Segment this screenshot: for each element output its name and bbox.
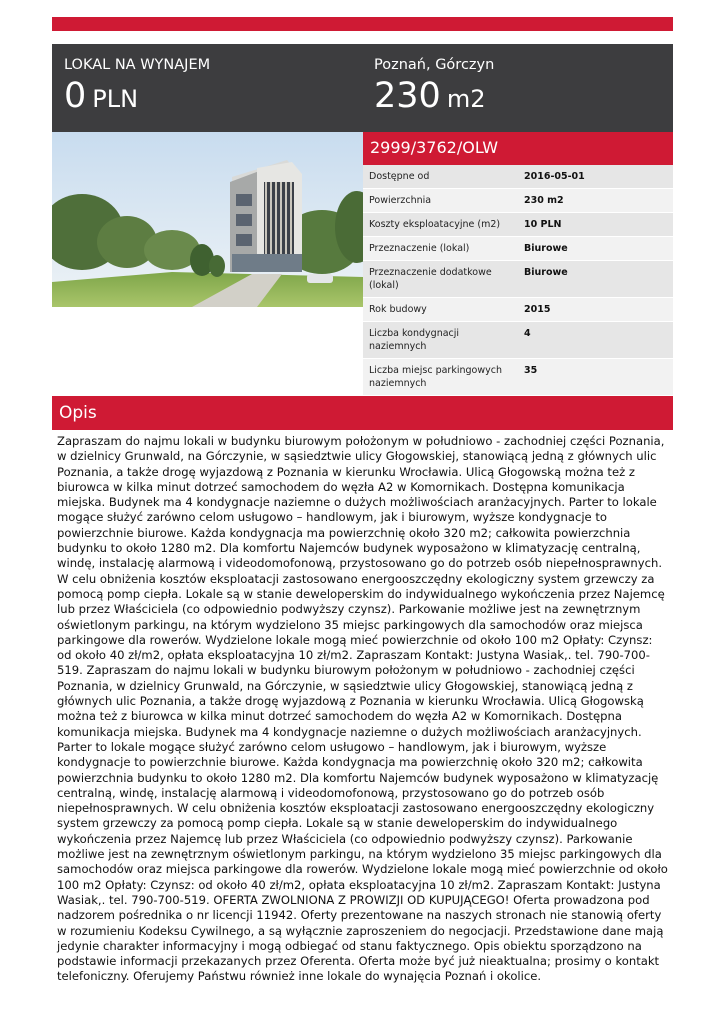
detail-value: 10 PLN (524, 219, 562, 230)
detail-value: 2015 (524, 304, 551, 315)
detail-row (363, 189, 673, 213)
top-accent-stripe (52, 17, 673, 31)
price (64, 76, 210, 119)
detail-row (363, 261, 673, 298)
description-heading: Opis (59, 403, 97, 423)
detail-row (363, 359, 673, 396)
detail-label: Przeznaczenie dodatkowe (lokal) (369, 267, 492, 291)
detail-label: Dostępne od (369, 171, 430, 182)
detail-row (363, 213, 673, 237)
listing-type-label: LOKAL NA WYNAJEM (64, 57, 211, 73)
detail-value: 230 m2 (524, 195, 564, 206)
detail-label: Powierzchnia (369, 195, 432, 206)
detail-row (363, 237, 673, 261)
description-text: Zapraszam do najmu lokali w budynku biurowym położonym w południowo - zachodniej części Poznania, w dzielnicy Grunwald, na Górczynie, w sąsiedztwie ulicy Głogowskiej, stanowiącą jedną z głównych ulic Poznania, a także drogę wyjazdową z Poznania w kierunku Wrocławia. Ulicą Głogowską można też z biurowca w kilka minut dotrzeć samochodem do węzła A2 w Komornikach. Dostępna komunikacja miejska. Budynek ma 4 kondygnacje naziemne o dużych możliwościach aranżacyjnych. Parter to lokale mogące służyć zarówno celom usługowo – handlowym, jak i biurowym, wyższe kondygnacje to powierzchnie biurowe. Każda kondygnacja ma powierzchnię około 320 m2; całkowita powierzchnia budynku to około 1280 m2. Dla komfortu Najemców budynek wyposażono w klimatyzację centralną, windę, instalację alarmową i videodomofonową, przystosowano go do potrzeb osób niepełnosprawnych. W celu obniżenia kosztów eksploatacji zastosowano energooszczędny ekologiczny system grzewczy za pomocą pomp ciepła. Lokale są w stanie deweloperskim do indywidualnego wykończenia przez Najemcę lub przez Właściciela (co odpowiednio podwyższy czynsz). Parkowanie możliwe jest na zewnętrznym oświetlonym parkingu, na którym wydzielono 35 miejsc parkingowych dla samochodów oraz miejsca parkingowe dla rowerów. Wydzielone lokale mogą mieć powierzchnie od około 100 m2 Opłaty: Czynsz: od około 40 zł/m2, opłata eksploatacyjna 10 zł/m2. Zapraszam Kontakt: Justyna Wasiak,. tel. 790-700-519. Zapraszam do najmu lokali w budynku biurowym położonym w południowo - zachodniej części Poznania, w dzielnicy Grunwald, na Górczynie, w sąsiedztwie ulicy Głogowskiej, stanowiącą jedną z głównych ulic Poznania, a także drogę wyjazdową z Poznania w kierunku Wrocławia. Ulicą Głogowską można też z biurowca w kilka minut dotrzeć samochodem do węzła A2 w Komornikach. Dostępna komunikacja miejska. Budynek ma 4 kondygnacje naziemne o dużych możliwościach aranżacyjnych. Parter to lokale mogące służyć zarówno celom usługowo – handlowym, jak i biurowym, wyższe kondygnacje to powierzchnie biurowe. Każda kondygnacja ma powierzchnię około 320 m2; całkowita powierzchnia budynku to około 1280 m2. Dla komfortu Najemców budynek wyposażono w klimatyzację centralną, windę, instalację alarmową i videodomofonową, przystosowano go do potrzeb osób niepełnosprawnych. W celu obniżenia kosztów eksploatacji zastosowano energooszczędny ekologiczny system grzewczy za pomocą pomp ciepła. Lokale są w stanie deweloperskim do indywidualnego wykończenia przez Najemcę lub przez Właściciela (co odpowiednio podwyższy czynsz). Parkowanie możliwe jest na zewnętrznym oświetlonym parkingu, na którym wydzielono 35 miejsc parkingowych dla samochodów oraz miejsca parkingowe dla rowerów. Wydzielone lokale mogą mieć powierzchnie od około 100 m2 Opłaty: Czynsz: od około 40 zł/m2, opłata eksploatacyjna 10 zł/m2. Zapraszam Kontakt: Justyna Wasiak,. tel. 790-700-519. OFERTA ZWOLNIONA Z PROWIZJI OD KUPUJĄCEGO! Oferta prowadzona pod nadzorem pośrednika o nr licencji 11942. Oferty prezentowane na naszych stronach nie stanowią oferty w rozumieniu Kodeksu Cywilnego, a są wyłącznie zaproszeniem do negocjacji. Przedstawione dane mają jedynie charakter informacyjny i mogą odbiegać od stanu faktycznego. Opis obiektu sporządzono na podstawie informacji przekazanych przez Oferenta. Oferta może być już nieaktualna; prosimy o kontakt telefoniczny. Oferujemy Państwu również inne lokale do wynajęcia Poznań i okolice. (57, 434, 668, 984)
detail-value: Biurowe (524, 267, 568, 278)
area (374, 76, 494, 119)
offer-reference: 2999/3762/OLW (370, 138, 499, 157)
price-unit: PLN (92, 85, 139, 113)
area-value: 230 (374, 76, 441, 116)
offer-details-table (363, 165, 673, 396)
detail-label: Liczba kondygnacji naziemnych (369, 328, 460, 352)
description-heading-bar (52, 396, 673, 430)
listing-header (52, 44, 673, 132)
detail-value: 35 (524, 365, 538, 376)
price-value: 0 (64, 76, 87, 116)
building-photo (52, 132, 363, 307)
location-label: Poznań, Górczyn (374, 57, 495, 73)
detail-value: 4 (524, 328, 531, 339)
offer-reference-bar (363, 132, 673, 165)
detail-row (363, 165, 673, 189)
detail-row (363, 298, 673, 322)
detail-value: Biurowe (524, 243, 568, 254)
area-unit: m2 (446, 85, 486, 113)
detail-row (363, 322, 673, 359)
detail-label: Przeznaczenie (lokal) (369, 243, 470, 254)
detail-label: Liczba miejsc parkingowych naziemnych (369, 365, 502, 389)
detail-value: 2016-05-01 (524, 171, 585, 182)
price-block (64, 56, 210, 119)
area-block (374, 56, 494, 119)
detail-label: Rok budowy (369, 304, 427, 315)
detail-label: Koszty eksploatacyjne (m2) (369, 219, 501, 230)
